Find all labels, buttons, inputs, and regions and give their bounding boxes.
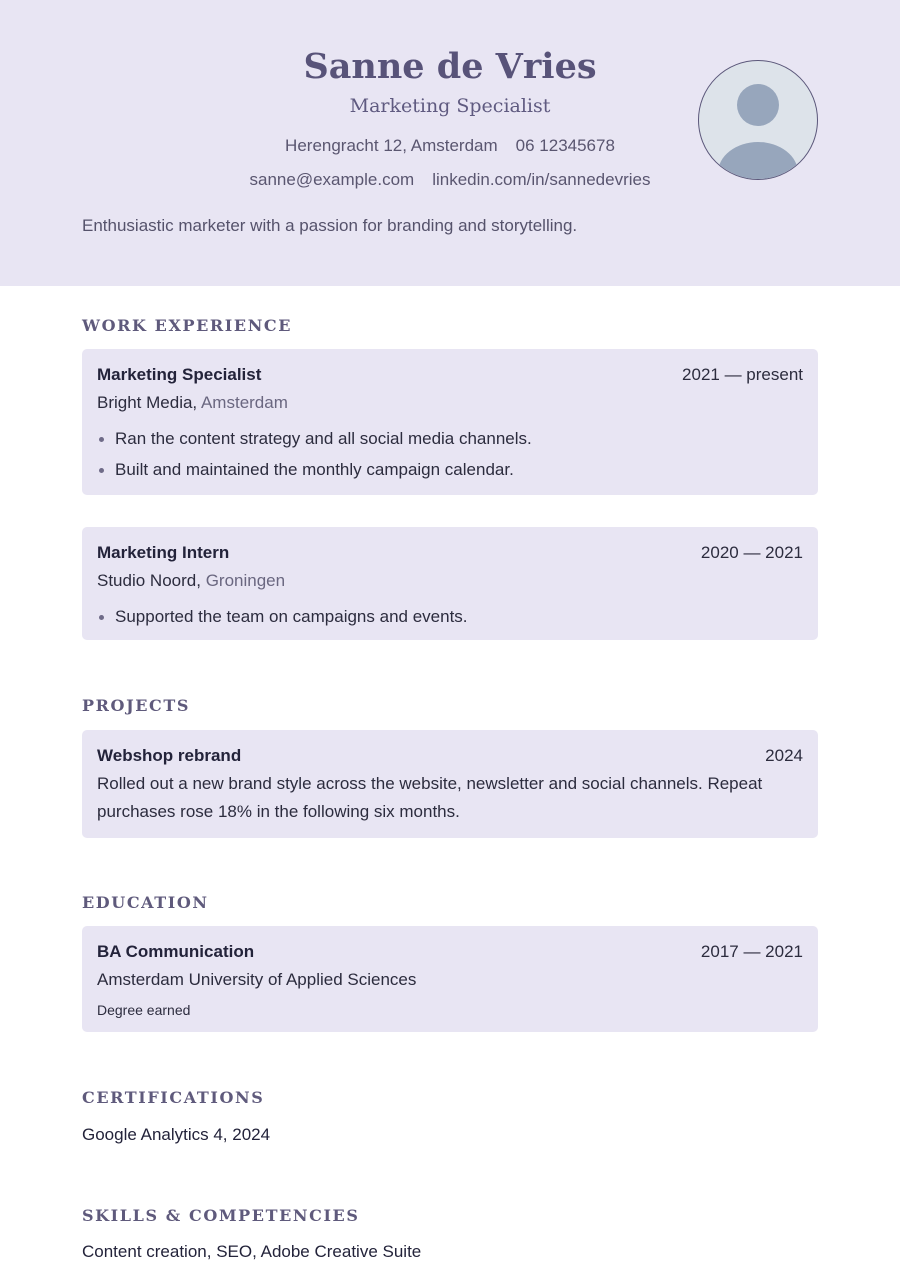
job-bullets xyxy=(97,423,803,485)
job-dates: 2021 — present xyxy=(682,365,803,384)
project-card xyxy=(82,730,818,838)
section-title-projects: PROJECTS xyxy=(82,696,191,715)
job-dates: 2020 — 2021 xyxy=(700,543,803,562)
resume-header xyxy=(0,0,900,286)
list-item: Ran the content strategy and all social media channels. xyxy=(97,423,803,454)
list-item: Built and maintained the monthly campaign calendar. xyxy=(97,454,803,485)
certifications-text: Google Analytics 4, 2024 xyxy=(82,1125,271,1144)
job-company: Bright Media, xyxy=(97,393,198,412)
project-description: Rolled out a new brand style across the website, newsletter and social channels. Repeat purchases rose 18% in the following six months. xyxy=(97,774,763,821)
project-title: Webshop rebrand xyxy=(97,746,242,765)
job-location: Amsterdam xyxy=(200,393,288,412)
profile-summary: Enthusiastic marketer with a passion for branding and storytelling. xyxy=(82,216,578,235)
school-name: Amsterdam University of Applied Sciences xyxy=(97,970,417,989)
section-title-work-experience: WORK EXPERIENCE xyxy=(82,316,293,335)
job-company-line xyxy=(97,567,803,595)
linkedin-link[interactable]: linkedin.com/in/sannedevries xyxy=(432,170,651,189)
avatar xyxy=(698,60,818,180)
degree-title: BA Communication xyxy=(97,942,255,961)
phone: 06 12345678 xyxy=(515,136,615,155)
job-location: Groningen xyxy=(205,571,286,590)
list-item: Supported the team on campaigns and events. xyxy=(97,601,803,632)
skills-text: Content creation, SEO, Adobe Creative Suite xyxy=(82,1242,422,1261)
job-card xyxy=(82,349,818,495)
candidate-role: Marketing Specialist xyxy=(349,95,551,117)
job-company-line xyxy=(97,389,803,417)
job-bullets xyxy=(97,601,803,632)
job-company: Studio Noord, xyxy=(97,571,201,590)
email-link[interactable]: sanne@example.com xyxy=(249,170,415,189)
project-year: 2024 xyxy=(765,746,803,765)
education-card xyxy=(82,926,818,1032)
section-title-skills: SKILLS & COMPETENCIES xyxy=(82,1206,360,1225)
section-title-certifications: CERTIFICATIONS xyxy=(82,1088,265,1107)
job-title: Marketing Intern xyxy=(97,543,230,562)
candidate-name: Sanne de Vries xyxy=(303,46,597,87)
section-title-education: EDUCATION xyxy=(82,893,209,912)
job-card xyxy=(82,527,818,640)
education-dates: 2017 — 2021 xyxy=(700,942,803,961)
job-title: Marketing Specialist xyxy=(97,365,262,384)
address: Herengracht 12, Amsterdam xyxy=(285,136,498,155)
degree-status: Degree earned xyxy=(97,1002,191,1018)
person-silhouette-icon xyxy=(699,61,817,179)
